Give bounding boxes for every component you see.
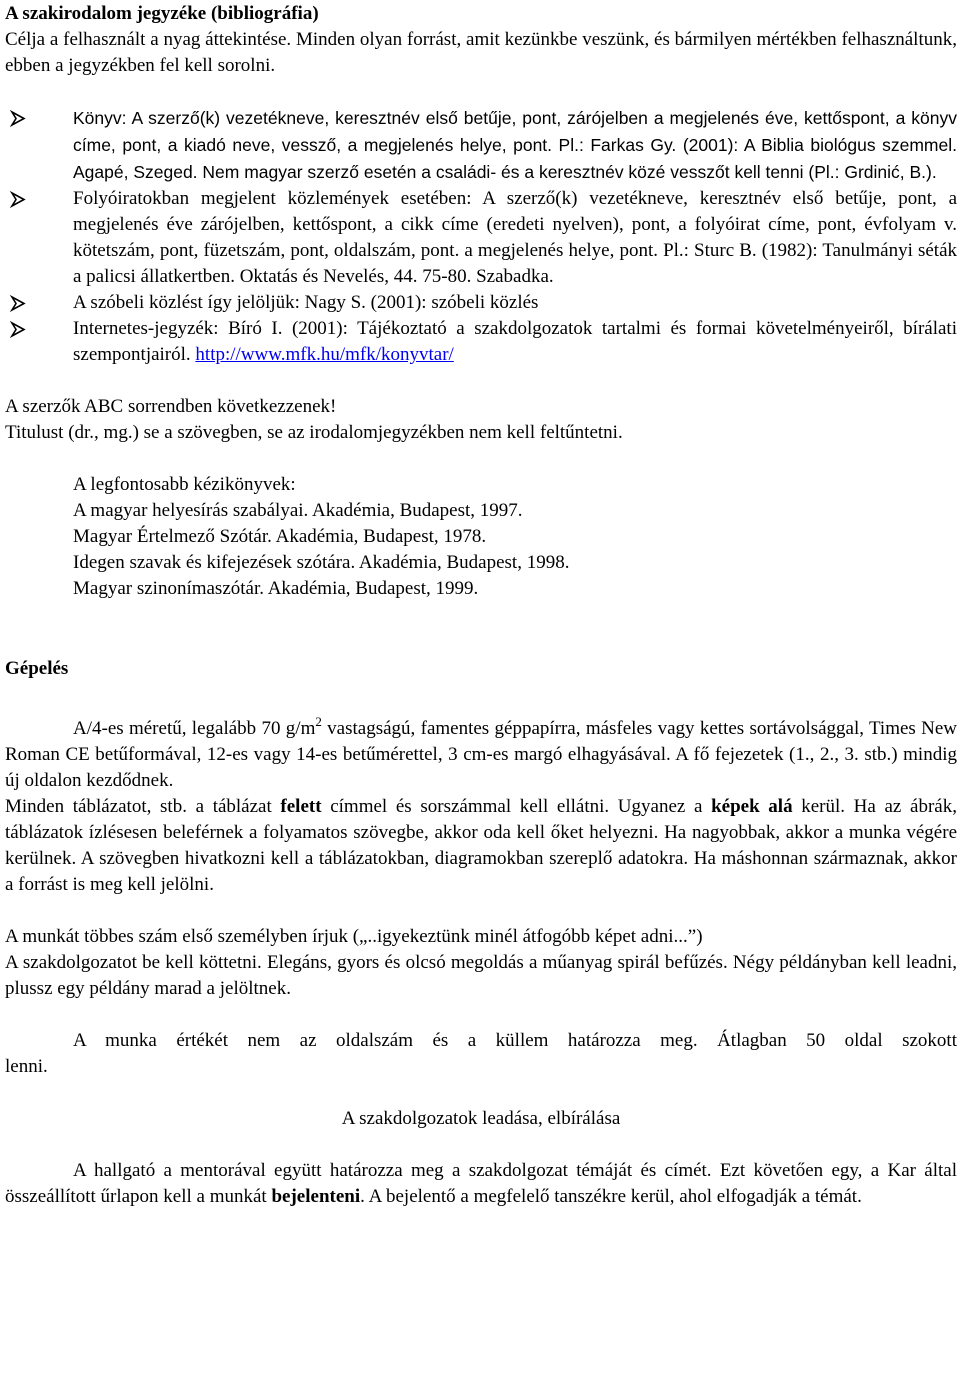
value-paragraph-line1: A munka értékét nem az oldalszám és a küllem határozza meg. Átlagban 50 oldal szokott	[73, 1030, 957, 1051]
value-paragraph-line2: lenni.	[5, 1056, 48, 1077]
handbook-item: Magyar szinonímaszótár. Akadémia, Budapest, 1999.	[73, 578, 479, 599]
binding-paragraph: A szakdolgozatot be kell köttetni. Elegáns, gyors és olcsó megoldás a műanyag spirál befűzés. Négy példányban kell leadni, plussz egy példány marad a jelöltnek.	[5, 952, 957, 999]
list-item	[5, 186, 957, 290]
paper-format-text-rest: vastagságú, famentes géppapírra, másfeles vagy kettes sortávolsággal, Times New Roman CE betűformával, 12-es vagy 14-es betűmérettel, 3 cm-es margó elhagyásával. A fő fejezetek (1., 2., 3. stb.) mindig új oldalon kezdődnek.	[5, 718, 957, 791]
arrowhead-bullet-icon	[9, 105, 29, 131]
internet-rule: Internetes-jegyzék: Bíró I. (2001): Tájékoztató a szakdolgozatok tartalmi és formai követelményeiről, bírálati szempontjairól.	[73, 318, 957, 365]
tables-text: Minden táblázatot, stb. a táblázat	[5, 796, 281, 817]
bibliography-rules-list	[5, 105, 957, 368]
section-title: A szakirodalom jegyzéke (bibliográfia)	[5, 3, 319, 24]
handbooks-title: A legfontosabb kézikönyvek:	[73, 474, 296, 495]
arrowhead-bullet-icon	[9, 290, 29, 316]
title-note: Titulust (dr., mg.) se a szövegben, se az irodalomjegyzékben nem kell feltűntetni.	[5, 422, 623, 443]
bibliography-intro: Célja a felhasznált a nyag áttekintése. Minden olyan forrást, amit kezünkbe veszünk, és bármilyen mértékben felhasználtunk, ebben a jegyzékben fel kell sorolni.	[5, 29, 957, 76]
plural-paragraph: A munkát többes szám első személyben írjuk („..igyekeztünk minél átfogóbb képet adni...”)	[5, 926, 703, 947]
handbook-item: A magyar helyesírás szabályai. Akadémia, Budapest, 1997.	[73, 500, 523, 521]
book-rule: Könyv: A szerző(k) vezetékneve, keresztnév első betűje, pont, zárójelben a megjelenés éve, kettőspont, a könyv címe, pont, a kiadó neve, vessző, a megjelenés helye, pont. Pl.: Farkas Gy. (2001): A Biblia biológus szemmel. Agapé, Szeged.	[73, 108, 957, 182]
submission-paragraph	[5, 1158, 957, 1210]
paper-format-paragraph	[5, 716, 957, 794]
document-page	[5, 0, 957, 1210]
handbook-item: Magyar Értelmező Szótár. Akadémia, Budapest, 1978.	[73, 526, 487, 547]
bold-above: felett	[280, 796, 322, 817]
alphabetical-note: A szerzők ABC sorrendben következzenek!	[5, 396, 337, 417]
bold-below-images: képek alá	[711, 796, 793, 817]
typing-heading: Gépelés	[5, 658, 69, 679]
list-item	[5, 316, 957, 368]
arrowhead-bullet-icon	[9, 186, 29, 212]
paper-format-text: A/4-es méretű, legalább 70 g/m	[73, 718, 316, 739]
handbook-item: Idegen szavak és kifejezések szótára. Akadémia, Budapest, 1998.	[73, 552, 570, 573]
superscript: 2	[315, 714, 322, 729]
konyvtar-link[interactable]: http://www.mfk.hu/mfk/konyvtar/	[195, 344, 454, 365]
handbooks-block	[5, 472, 957, 602]
book-rule-foreign: Nem magyar szerző esetén a családi- és a keresztnév közé vesszőt kell tenni (Pl.: Grdinić, B.).	[197, 162, 937, 182]
tables-text-3: kerül. Ha az ábrák, táblázatok ízlésesen beleférnek a folyamatos szövegbe, akkor oda kell őket helyezni. Ha nagyobbak, akkor a munka végére kerülnek. A szövegben hivatkozni kell a táblázatokban, diagramokban szereplő adatokra. Ha máshonnan származnak, akkor a forrást is meg kell jelölni.	[5, 796, 957, 895]
tables-text-2: címmel és sorszámmal kell ellátni. Ugyanez a	[321, 796, 712, 817]
oral-rule: A szóbeli közlést így jelöljük: Nagy S. (2001): szóbeli közlés	[73, 292, 539, 313]
list-item	[5, 290, 957, 316]
bold-register: bejelenteni	[271, 1186, 361, 1207]
journal-rule-example: Pl.: Sturc B. (1982): Tanulmányi séták a palicsi állatkertben. Oktatás és Nevelés, 44. 75-80. Szabadka.	[73, 240, 957, 287]
submission-heading: A szakdolgozatok leadása, elbírálása	[341, 1108, 621, 1129]
arrowhead-bullet-icon	[9, 316, 29, 342]
list-item	[5, 105, 957, 186]
submission-text-2: . A bejelentő a megfelelő tanszékre kerül, ahol elfogadják a témát.	[360, 1186, 862, 1207]
submission-text: A hallgató a mentorával együtt határozza meg a szakdolgozat témáját és címét. Ezt követően egy, a Kar által összeállított űrlapon kell a munkát	[5, 1160, 957, 1207]
tables-paragraph	[5, 794, 957, 898]
journal-rule: Folyóiratokban megjelent közlemények esetében: A szerző(k) vezetékneve, keresztnév első betűje, pont, a megjelenés éve zárójelben, kettőspont, a cikk címe (eredeti nyelven), pont, a folyóirat címe, pont, évfolyam v. kötetszám, pont, füzetszám, pont, oldalszám, pont. a megjelenés helye, pont.	[73, 188, 957, 261]
